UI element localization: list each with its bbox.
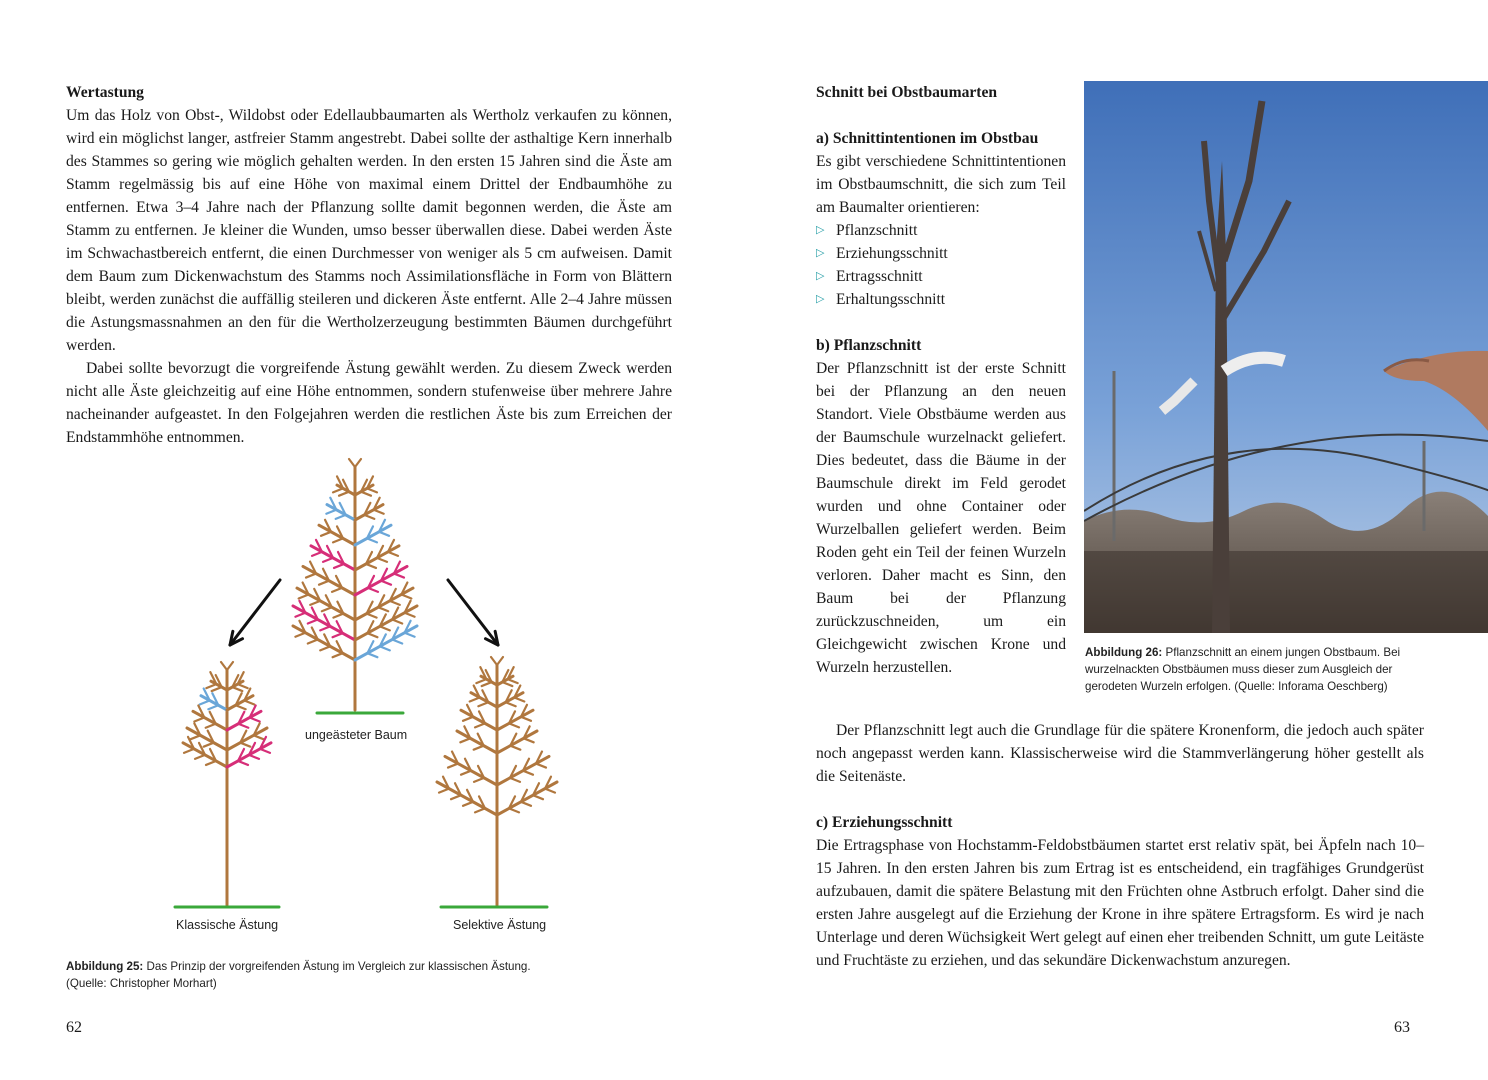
twig — [322, 607, 332, 611]
twig — [523, 771, 533, 775]
twig — [204, 743, 214, 747]
branch — [355, 588, 413, 620]
twig — [394, 574, 404, 578]
twig — [299, 594, 309, 598]
twig — [379, 532, 389, 536]
twig — [364, 515, 374, 519]
twig — [474, 778, 484, 782]
subheading-b: b) Pflanzschnitt — [816, 337, 922, 354]
twig — [238, 724, 248, 728]
photo-caption — [1085, 644, 1425, 695]
twig — [332, 588, 342, 592]
twig — [476, 679, 486, 683]
twig — [308, 620, 318, 624]
twig — [200, 700, 210, 704]
twig — [460, 738, 470, 742]
bullet-list — [816, 219, 1066, 311]
twig — [374, 510, 384, 514]
list-item: ▷ Erhaltungsschnitt — [816, 288, 1066, 311]
twig — [308, 640, 318, 644]
twig — [232, 687, 242, 691]
twig — [361, 492, 371, 496]
paragraph: Um das Holz von Obst-, Wildobst oder Edellaubbaumarten als Wertholz verkaufen zu können, wird ein möglichst langer, astfreier Stamm angestrebt. Dabei sollte der asthaltige Kern innerhalb des Stammes so gering wie möglich gehalten werden. In den ersten 15 Jahren sind die Äste am Stamm regelmässig bis auf eine Höhe von maximal einem Drittel der Endbaumhöhe zu entfernen. Etwa 3–4 Jahre nach der Pflanzung sollte damit begonnen werden, die Äste am Stamm zu entfernen. Je kleiner die Wunden, umso besser überwallen diese. Dabei werden Äste im Schwachastbereich entfernt, die einen Durchmesser von weniger als 5 cm aufweisen. Damit dem Baum zum Dickenwachstum des Stamms noch Assimilationsfläche in Form von Blättern bleibt, werden zunächst die auffällig steileren und dickeren Äste entfernt. Alle 2–4 Jahre müssen die Astungsmassnahmen an den für die Wertholzerzeugung bestimmten Bäumen durchgeführt werden. — [66, 107, 672, 354]
twig — [321, 532, 331, 536]
twig — [401, 594, 411, 598]
twig — [260, 749, 270, 753]
caption-text: Pflanzschnitt an einem jungen Obstbaum. Bei wurzelnackten Obstbäumen muss dieser zum Ausgleich der gerodeten Wurzeln erfolgen. (Quelle: Inforama Oeschberg) — [1085, 646, 1401, 693]
arrow-icon — [230, 580, 280, 645]
young-fruit-tree-photo — [1084, 81, 1488, 633]
paragraph: Dabei sollte bevorzugt die vorgreifende Ästung gewählt werden. Zu diesem Zweck werden nicht alle Äste gleichzeitig auf eine Höhe entnommen, sondern stufenweise über mehrere Jahre nacheinander aufgeastet. In den Folgejahren werden die restlichen Äste bis zum Erreichen der Endstammhöhe entnommen. — [66, 360, 672, 446]
twig — [533, 795, 543, 799]
branch — [497, 782, 557, 815]
twig — [448, 764, 458, 768]
twig — [195, 755, 205, 759]
twig — [236, 705, 246, 709]
twig — [475, 808, 485, 812]
twig — [509, 723, 519, 727]
twig — [514, 697, 524, 701]
twig — [439, 789, 449, 793]
paragraph: Der Pflanzschnitt legt auch die Grundlage für die spätere Kronenform, die jedoch auch später noch angepasst werden kann. Klassischerweise wird die Stammverlängerung höher gestellt als die Seitenäste. — [816, 722, 1424, 785]
section-title-schnitt: Schnitt bei Obstbaumarten — [816, 84, 998, 101]
section-title-wertastung: Wertastung — [66, 84, 144, 101]
subheading-c: c) Erziehungsschnitt — [816, 814, 953, 831]
twig — [521, 717, 531, 721]
twig — [405, 613, 415, 617]
list-item: ▷ Ertragsschnitt — [816, 265, 1066, 288]
twig — [367, 488, 377, 492]
twig — [238, 684, 248, 688]
list-item: ▷ Erziehungsschnitt — [816, 242, 1066, 265]
twig — [333, 633, 343, 637]
twig — [320, 646, 330, 650]
twig — [378, 607, 388, 611]
caption-label: Abbildung 25: — [66, 960, 144, 973]
branch — [297, 588, 355, 620]
paragraph: Der Pflanzschnitt ist der erste Schnitt bei der Pflanzung an den neuen Standort. Viele Obstbäume werden aus der Baumschule wurzelnackt geliefert. Dies bedeutet, dass die Bäume in der Baumschule direkt im Feld gerodet wurden und ohne Container oder Wurzelballen geliefert werden. Beim Roden geht ein Teil der feinen Wurzeln verloren. Daher macht es Sinn, den Baum bei der Pflanzung zurückzuschneiden, um ein Gleichgewicht zwischen Krone und Wurzeln herzustellen. — [816, 360, 1066, 676]
twig — [392, 620, 402, 624]
label-ungeastet: ungeästeter Baum — [305, 728, 408, 742]
twig — [545, 789, 555, 793]
twig — [502, 682, 512, 686]
twig — [521, 802, 531, 806]
twig — [508, 679, 518, 683]
twig — [336, 515, 346, 519]
twig — [190, 735, 200, 739]
twig — [392, 640, 402, 644]
branch — [355, 626, 417, 660]
twig — [366, 564, 376, 568]
twig — [306, 574, 316, 578]
twig — [349, 459, 355, 467]
twig — [475, 723, 485, 727]
twig — [326, 510, 336, 514]
twig — [463, 802, 473, 806]
twig — [510, 746, 520, 750]
twig — [355, 459, 361, 467]
paragraph: Es gibt verschiedene Schnittintentionen im Obstbaumschnitt, die sich zum Teil am Baumalter orientieren: — [816, 153, 1066, 216]
twig — [206, 761, 216, 765]
triangle-bullet-icon: ▷ — [816, 247, 825, 259]
twig — [254, 735, 264, 739]
right-text-lower — [816, 719, 1424, 972]
twig — [497, 657, 503, 665]
arrow-icon — [448, 580, 498, 645]
twig — [244, 700, 254, 704]
twig — [320, 626, 330, 630]
label-selektive: Selektive Ästung — [453, 918, 547, 932]
twig — [380, 626, 390, 630]
list-item: ▷ Pflanzschnitt — [816, 219, 1066, 242]
right-page — [744, 0, 1488, 1080]
twig — [367, 614, 377, 618]
twig — [381, 581, 391, 585]
twig — [295, 613, 305, 617]
twig — [524, 738, 534, 742]
twig — [312, 552, 322, 556]
twig — [334, 564, 344, 568]
twig — [249, 755, 259, 759]
twig — [333, 488, 343, 492]
twig — [390, 601, 400, 605]
subheading-a: a) Schnittintentionen im Obstbau — [816, 130, 1039, 147]
twig — [367, 653, 377, 657]
twig — [184, 749, 194, 753]
twig — [367, 538, 377, 542]
twig — [536, 764, 546, 768]
page-number: 62 — [66, 1019, 82, 1036]
twig — [221, 662, 227, 670]
twig — [240, 743, 250, 747]
twig — [451, 795, 461, 799]
twig — [333, 653, 343, 657]
twig — [491, 657, 497, 665]
figure-caption — [66, 958, 672, 992]
twig — [510, 778, 520, 782]
left-text-block — [66, 81, 672, 449]
caption-source: (Quelle: Christopher Morhart) — [66, 977, 217, 990]
twig — [238, 761, 248, 765]
triangle-bullet-icon: ▷ — [816, 293, 825, 305]
right-column-text — [816, 81, 1066, 679]
caption-label: Abbildung 26: — [1085, 646, 1163, 659]
twig — [368, 588, 378, 592]
twig — [250, 718, 260, 722]
twig — [388, 552, 398, 556]
twig — [319, 581, 329, 585]
twig — [295, 633, 305, 637]
label-klassische: Klassische Ästung — [176, 918, 279, 932]
twig — [333, 614, 343, 618]
twig — [506, 702, 516, 706]
branch — [437, 782, 497, 815]
twig — [206, 684, 216, 688]
twig — [509, 808, 519, 812]
twig — [470, 697, 480, 701]
twig — [405, 633, 415, 637]
twig — [463, 717, 473, 721]
twig — [206, 724, 216, 728]
twig — [323, 558, 333, 562]
paragraph: Die Ertragsphase von Hochstamm-Feldobstbäumen startet erst relativ spät, bei Äpfeln nach 10–15 Jahren. In den ersten Jahren bis zum Ertrag ist es entscheidend, ein tragfähiges Grundgerüst aufzubauen, damit die spätere Belastung mit den Früchten ohne Astbruch erfolgt. Daher sind die ersten Jahre ausgelegt auf die Erziehung der Krone in ihre spätere Ertragsform. Es wird je nach Unterlage und deren Wüchsigkeit Wert gelegt auf einen eher treibenden Schnitt, um gute Leitäste und Fruchtäste zu erziehen, und das sekundäre Dickenwachstum anzuregen. — [816, 837, 1424, 969]
branch — [293, 626, 355, 660]
triangle-bullet-icon: ▷ — [816, 270, 825, 282]
twig — [208, 705, 218, 709]
twig — [482, 682, 492, 686]
twig — [461, 771, 471, 775]
twig — [367, 633, 377, 637]
twig — [227, 662, 233, 670]
triangle-bullet-icon: ▷ — [816, 224, 825, 236]
twig — [333, 538, 343, 542]
twig — [478, 702, 488, 706]
page-number: 63 — [1394, 1019, 1410, 1036]
twig — [339, 492, 349, 496]
twig — [212, 687, 222, 691]
twig — [310, 601, 320, 605]
twig — [474, 746, 484, 750]
caption-text: Das Prinzip der vorgreifenden Ästung im Vergleich zur klassischen Ästung. — [146, 960, 531, 973]
twig — [194, 718, 204, 722]
pruning-illustration — [150, 455, 590, 935]
twig — [377, 558, 387, 562]
twig — [380, 646, 390, 650]
